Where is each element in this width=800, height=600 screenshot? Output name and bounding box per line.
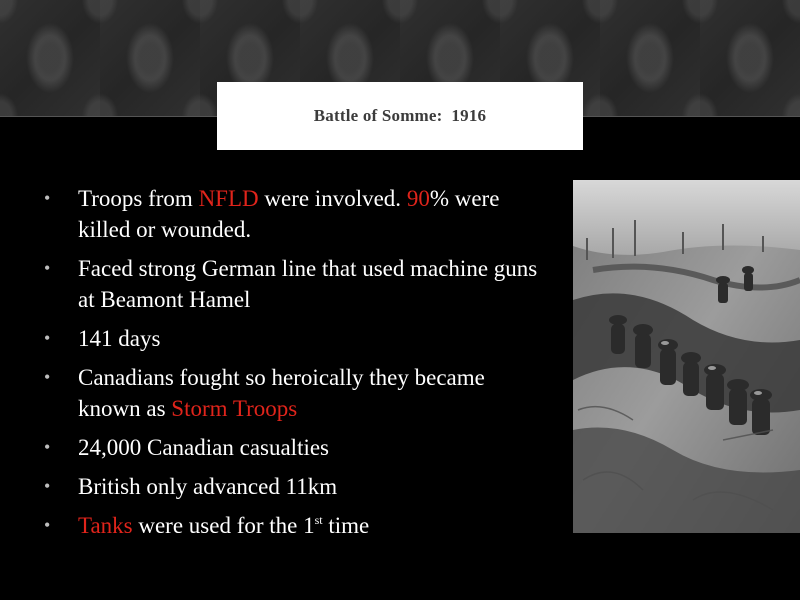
bullet-text: were used for the 1 bbox=[132, 513, 315, 538]
bullet-text: 24,000 Canadian casualties bbox=[78, 435, 330, 460]
bullet-text: British only advanced 11km bbox=[78, 474, 338, 499]
bullet-dot-icon: • bbox=[44, 367, 51, 387]
bullet-text: 141 days bbox=[78, 326, 161, 351]
bullet-text: % were killed or wounded. bbox=[78, 186, 500, 242]
bullet-dot-icon: • bbox=[44, 437, 51, 457]
soldiers-in-trench-photo bbox=[573, 180, 800, 533]
bullet-text: were involved. bbox=[258, 186, 407, 211]
bullet-item bbox=[44, 362, 544, 424]
highlighted-text: Tanks bbox=[78, 513, 133, 538]
bullet-text: Troops from bbox=[78, 186, 199, 211]
title-box bbox=[217, 82, 583, 150]
bullet-item bbox=[44, 323, 544, 354]
bullet-text: st bbox=[314, 513, 323, 527]
bullet-item bbox=[44, 432, 544, 463]
bullet-item bbox=[44, 183, 544, 245]
bullet-item bbox=[44, 510, 544, 541]
bullet-dot-icon: • bbox=[44, 515, 51, 535]
bullet-dot-icon: • bbox=[44, 328, 51, 348]
bullet-text: Faced strong German line that used machine guns at Beamont Hamel bbox=[78, 256, 538, 312]
bullet-dot-icon: • bbox=[44, 258, 51, 278]
highlighted-text: NFLD bbox=[198, 186, 259, 211]
bullet-text: Canadians fought so heroically they became known as bbox=[78, 365, 485, 421]
highlighted-text: 90 bbox=[406, 186, 430, 211]
bullet-dot-icon: • bbox=[44, 476, 51, 496]
bullet-text: time bbox=[322, 513, 370, 538]
trench-photo-illustration bbox=[573, 180, 800, 533]
slide-title: Battle of Somme: 1916 bbox=[313, 106, 487, 125]
bullet-list bbox=[44, 183, 544, 549]
highlighted-text: Storm Troops bbox=[171, 396, 298, 421]
bullet-dot-icon: • bbox=[44, 188, 51, 208]
bullet-item bbox=[44, 471, 544, 502]
bullet-item bbox=[44, 253, 544, 315]
